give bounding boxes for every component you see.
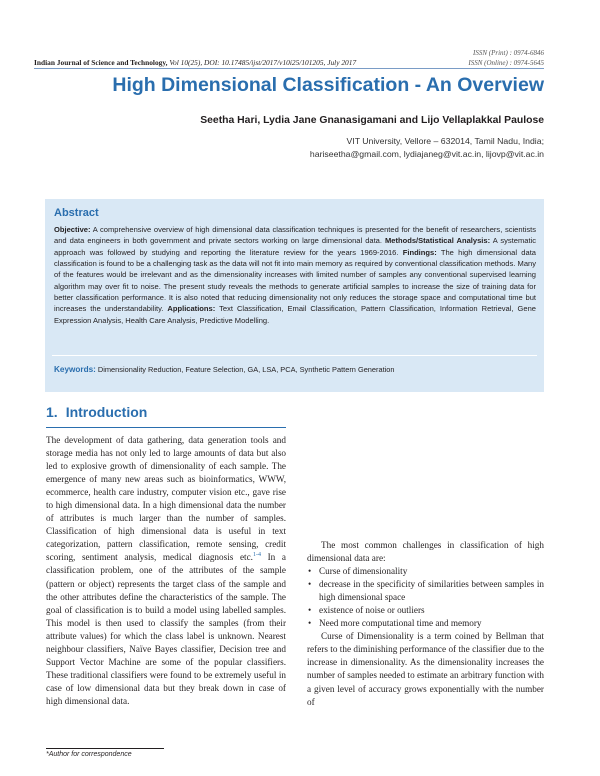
intro-p1-text: The development of data gathering, data generation tools and storage media has not only led to large amounts of data but also led to explosive growth of dimensionality of each sample. The emergence of many new areas such as bioinformatics, WWW, ecommerce, health care industry, computer vision etc., gave rise to high dimensional data. In a high dimensional data the number of attributes is much larger than the number of samples. Classification of high dimensional data is useful in text categorization, pattern classification, remote sensing, credit scoring, sentiment analysis, medical diagnosis etc. [46, 435, 286, 563]
correspondence-footnote: *Author for correspondence [46, 751, 132, 758]
section-title: Introduction [65, 404, 148, 420]
findings-text: The high dimensional data classification is found to be a challenging task as the data will not fit into main memory as required by conventional classification methods. Many of the features would be irrelevant and as the dimensionality increases with limited number of samples any conventional supervised learning algorithm may over fit to noise. The present study reveals the methods to generate artificial samples to increase the size of training data for better classification performance. It is also noted that reducing dimensionality not only reduces the storage space and computational time but increases the understandability. [54, 247, 536, 314]
methods-text: A systematic approach was followed by studying and reporting the literature review for the years 1969-2016. [54, 236, 536, 257]
issn-block [468, 49, 544, 68]
findings-label: Findings: [402, 247, 437, 257]
objective-label: Objective: [54, 225, 91, 234]
citation-details: Vol 10(25), DOI: 10.17485/ijst/2017/v10i25/101205, July 2017 [169, 58, 357, 67]
section-rule [46, 427, 286, 428]
paper-authors: Seetha Hari, Lydia Jane Gnanasigamani and Lijo Vellaplakkal Paulose [200, 115, 544, 126]
abstract-box [45, 199, 544, 392]
intro-column-left [46, 434, 286, 708]
list-item: • Curse of dimensionality [307, 565, 544, 578]
affiliation: VIT University, Vellore – 632014, Tamil Nadu, India; [346, 136, 544, 146]
abstract-body [54, 224, 536, 326]
applications-text: Text Classification, Email Classification, Pattern Classification, Information Retrieval, Gene Expression Analysis, Health Care Analysis, Predictive Modelling. [54, 304, 536, 325]
header-rule [34, 68, 544, 69]
section-heading [46, 404, 147, 420]
footnote-rule [46, 748, 164, 749]
journal-citation [34, 58, 356, 67]
affiliation-block [310, 135, 544, 161]
methods-label: Methods/Statistical Analysis: [385, 236, 491, 246]
issn-print: ISSN (Print) : 0974-6846 [473, 49, 544, 57]
list-item: • Need more computational time and memory [307, 617, 544, 630]
author-emails: hariseetha@gmail.com, lydiajaneg@vit.ac.in, lijovp@vit.ac.in [309, 149, 544, 159]
citation-ref[interactable]: 1-4 [252, 552, 261, 559]
list-item: • decrease in the specificity of similarities between samples in high dimensional space [307, 578, 544, 604]
journal-name: Indian Journal of Science and Technology, [34, 58, 168, 67]
keywords-line [54, 365, 395, 374]
list-item: • existence of noise or outliers [307, 604, 544, 617]
keywords-label: Keywords: [54, 365, 96, 374]
objective-text: A comprehensive overview of high dimensional data classification techniques is presented for the benefit of researchers, scientists and data engineers in both government and private sectors working on large dimensional data. [54, 225, 536, 246]
section-number: 1. [46, 404, 58, 420]
keywords-text: Dimensionality Reduction, Feature Selection, GA, LSA, PCA, Synthetic Pattern Generation [95, 365, 395, 374]
intro-column-right [307, 403, 544, 709]
keywords-divider [52, 355, 537, 356]
intro-p1-text-continued: In a classification problem, one of the attributes of the sample (pattern or object) represents the target class of the sample and the other attributes define the characteristics of the sample. The goal of classification is to build a model using labelled samples. This model is then used to classify the samples (from their attribute values) for which the class label is unknown. Nearest neighbour classifiers, Naïve Bayes classifier, Decision tree and Support Vector Machine are some of the popular classifiers. These traditional classifiers were found to be extremely useful in case of low dimensional data but they break down in case of high dimensional data. [46, 552, 287, 706]
issn-online: ISSN (Online) : 0974-5645 [468, 58, 544, 67]
intro-paragraph-1 [46, 434, 286, 708]
challenge-list [307, 565, 544, 630]
applications-label: Applications: [167, 304, 216, 314]
intro-paragraph-2: The most common challenges in classification of high dimensional data are: [307, 540, 544, 564]
abstract-heading: Abstract [54, 207, 99, 219]
paper-title: High Dimensional Classification - An Overview [112, 74, 544, 96]
intro-paragraph-3: Curse of Dimensionality is a term coined by Bellman that refers to the diminishing performance of the classifier due to the increase in dimensionality. As the dimensionality increases the number of samples needed to estimate an arbitrary function with a given level of accuracy grows exponentially with the number of [307, 631, 545, 707]
